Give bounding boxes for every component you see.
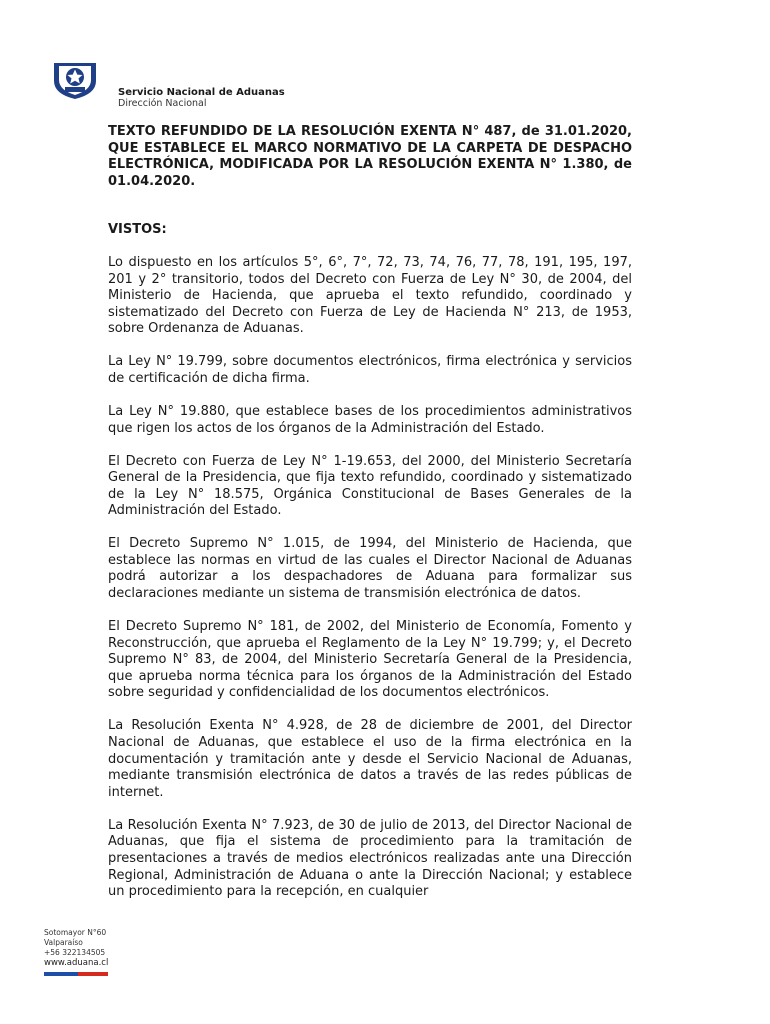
- footer-phone: +56 322134505: [44, 948, 106, 957]
- paragraph: El Decreto Supremo N° 181, de 2002, del Ministerio de Economía, Fomento y Reconstrucción, que aprueba el Reglamento de la Ley N° 19.799; y, el Decreto Supremo N° 83, de 2004, del Ministerio Secretaría General de la Presidencia, que aprueba norma técnica para los órganos de la Administración del Estado sobre seguridad y confidencialidad de los documentos electrónicos.: [108, 619, 632, 701]
- organization-unit: Dirección Nacional: [118, 98, 207, 109]
- flag-stripe-red: [78, 972, 108, 976]
- paragraph: La Ley N° 19.799, sobre documentos electrónicos, firma electrónica y servicios de certificación de dicha firma.: [108, 354, 632, 386]
- footer-contact: [44, 928, 112, 968]
- footer-address: Sotomayor N°60: [44, 928, 107, 937]
- paragraph: El Decreto Supremo N° 1.015, de 1994, del Ministerio de Hacienda, que establece las normas en virtud de las cuales el Director Nacional de Aduanas podrá autorizar a los despachadores de Aduana para formalizar sus declaraciones mediante un sistema de transmisión electrónica de datos.: [108, 536, 632, 602]
- paragraph: La Ley N° 19.880, que establece bases de los procedimientos administrativos que rigen los actos de los órganos de la Administración del Estado.: [108, 403, 632, 436]
- paragraph: La Resolución Exenta N° 4.928, de 28 de diciembre de 2001, del Director Nacional de Aduanas, que establece el uso de la firma electrónica en la documentación y tramitación ante y desde el Servicio Nacional de Aduanas, mediante transmisión electrónica de datos a través de las redes públicas de internet.: [108, 718, 632, 800]
- document-body: [108, 255, 632, 945]
- organization-header: [118, 87, 285, 109]
- footer-city: Valparaíso: [44, 938, 83, 947]
- document-title: TEXTO REFUNDIDO DE LA RESOLUCIÓN EXENTA N° 487, de 31.01.2020, QUE ESTABLECE EL MARCO NORMATIVO DE LA CARPETA DE DESPACHO ELECTRÓNICA, MODIFICADA POR LA RESOLUCIÓN EXENTA N° 1.380, de 01.04.2020.: [108, 124, 632, 189]
- section-heading-vistos: VISTOS:: [108, 222, 167, 237]
- paragraph: Lo dispuesto en los artículos 5°, 6°, 7°, 72, 73, 74, 76, 77, 78, 191, 195, 197, 201 y 2° transitorio, todos del Decreto con Fuerza de Ley N° 30, de 2004, del Ministerio de Hacienda, que aprueba el texto refundido, coordinado y sistematizado del Decreto con Fuerza de Ley de Hacienda N° 213, de 1953, sobre Ordenanza de Aduanas.: [108, 255, 632, 337]
- flag-stripe: [44, 972, 108, 976]
- paragraph: El Decreto con Fuerza de Ley N° 1-19.653, del 2000, del Ministerio Secretaría General de la Presidencia, que fija texto refundido, coordinado y sistematizado de la Ley N° 18.575, Orgánica Constitucional de Bases Generales de la Administración del Estado.: [108, 453, 632, 519]
- organization-name: Servicio Nacional de Aduanas: [118, 87, 285, 98]
- aduanas-logo-icon: [51, 62, 99, 100]
- footer-website: www.aduana.cl: [44, 958, 109, 968]
- flag-stripe-blue: [44, 972, 78, 976]
- paragraph: La Resolución Exenta N° 7.923, de 30 de julio de 2013, del Director Nacional de Aduanas, que fija el sistema de procedimiento para la tramitación de presentaciones a través de medios electrónicos realizadas ante una Dirección Regional, Administración de Aduana o ante la Dirección Nacional; y establece un procedimiento para la recepción, en cualquier: [108, 817, 632, 900]
